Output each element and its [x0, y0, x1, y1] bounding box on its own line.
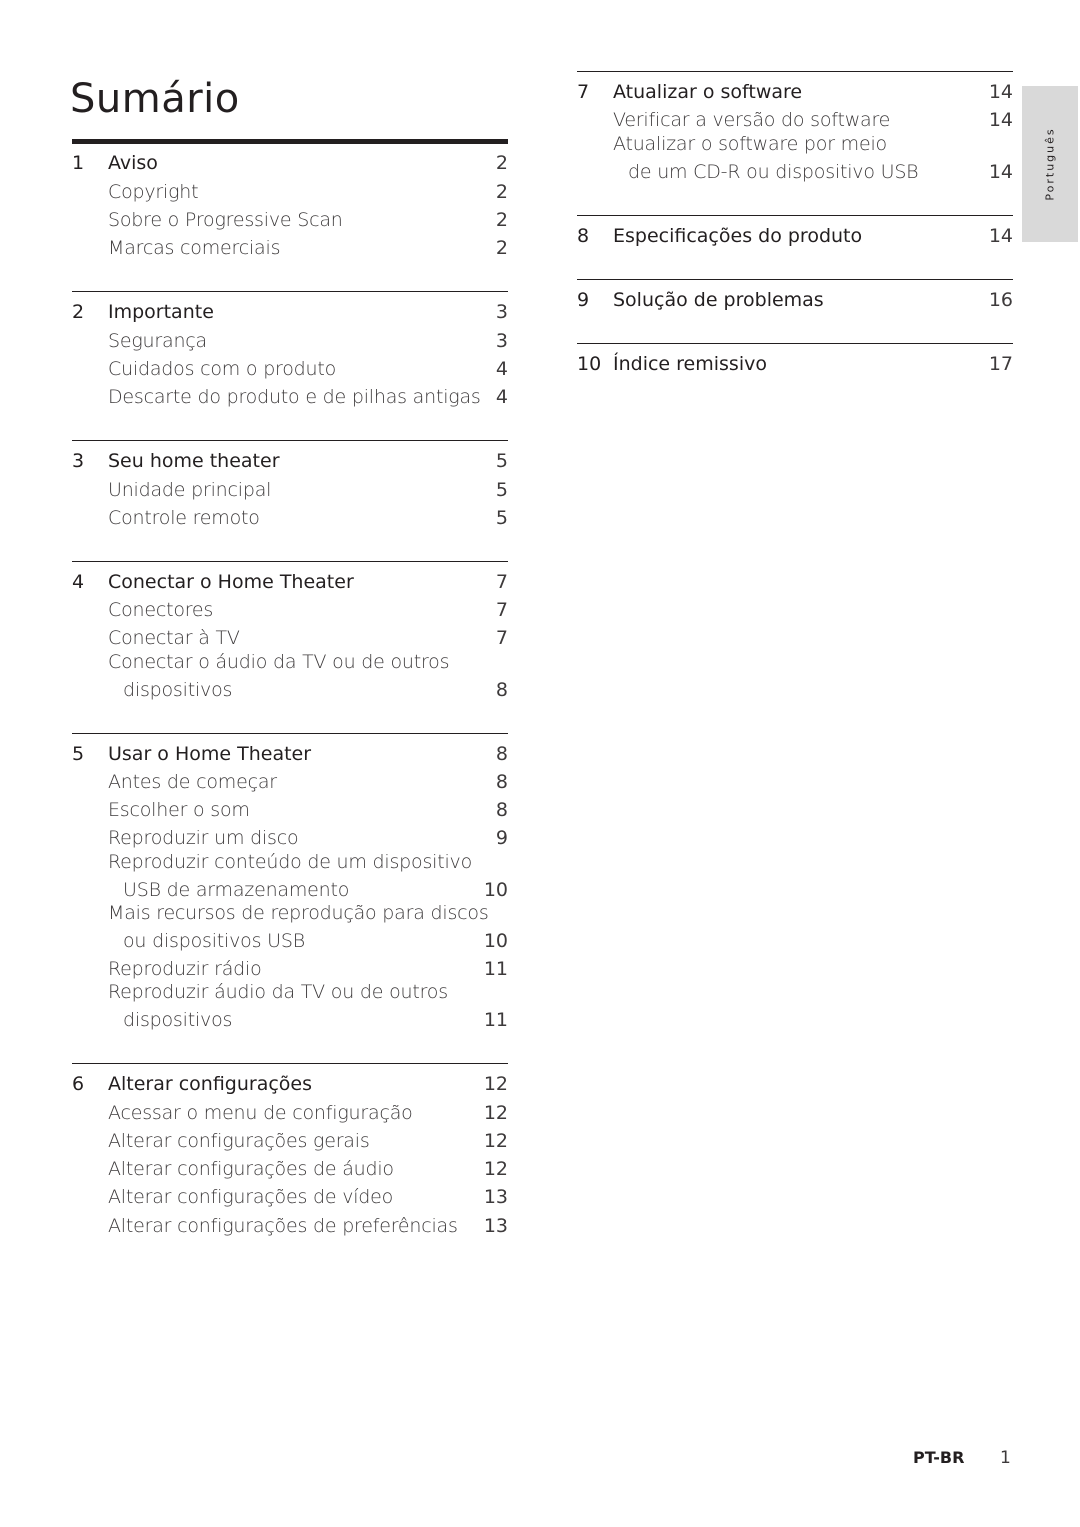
toc-entry[interactable]: [72, 237, 508, 263]
page-ref: 8: [495, 771, 508, 793]
entry-title-continuation: dispositivos: [123, 679, 233, 701]
toc-entry[interactable]: [72, 479, 508, 505]
entry-title: Controle remoto: [108, 507, 260, 529]
toc-section-heading[interactable]: [577, 353, 1013, 379]
page-ref: 2: [495, 152, 508, 174]
toc-section-heading[interactable]: [72, 1073, 508, 1099]
page-ref: 12: [483, 1158, 508, 1180]
section-number: 10: [577, 353, 602, 375]
toc-entry[interactable]: [72, 507, 508, 533]
page-ref: 3: [495, 301, 508, 323]
toc-section-heading[interactable]: [577, 225, 1013, 251]
section-divider: [577, 71, 1013, 72]
page-ref: 16: [988, 289, 1013, 311]
page-ref: 13: [483, 1186, 508, 1208]
section-divider: [577, 215, 1013, 216]
toc-entry[interactable]: [72, 771, 508, 797]
toc-entry[interactable]: [72, 902, 508, 928]
entry-title: Sobre o Progressive Scan: [108, 209, 343, 231]
toc-section-heading[interactable]: [72, 743, 508, 769]
page-ref: 8: [495, 743, 508, 765]
language-tab: [1022, 86, 1078, 242]
toc-entry[interactable]: [72, 599, 508, 625]
language-label: Português: [1043, 127, 1057, 201]
entry-title: Segurança: [108, 330, 207, 352]
entry-title: Reproduzir áudio da TV ou de outros: [108, 981, 448, 1003]
entry-title: Mais recursos de reprodução para discos: [108, 902, 489, 924]
page-title: Sumário: [70, 76, 240, 122]
entry-title: Escolher o som: [108, 799, 250, 821]
page-ref: 12: [483, 1130, 508, 1152]
section-number: 8: [577, 225, 590, 247]
toc-entry[interactable]: [577, 133, 1013, 159]
toc-section-heading[interactable]: [577, 81, 1013, 107]
entry-title: Marcas comerciais: [108, 237, 281, 259]
section-number: 4: [72, 571, 85, 593]
locale-code: PT-BR: [913, 1448, 965, 1467]
toc-entry[interactable]: [72, 1102, 508, 1128]
page-ref: 7: [495, 571, 508, 593]
entry-title: Reproduzir um disco: [108, 827, 299, 849]
toc-entry[interactable]: [72, 386, 508, 412]
toc-entry[interactable]: [72, 1186, 508, 1212]
section-title: Importante: [108, 301, 214, 323]
page-ref: 9: [495, 827, 508, 849]
entry-title: Antes de começar: [108, 771, 277, 793]
entry-title-continuation: USB de armazenamento: [123, 879, 350, 901]
toc-entry[interactable]: [72, 358, 508, 384]
entry-title: Alterar configurações gerais: [108, 1130, 370, 1152]
entry-title: Conectores: [108, 599, 214, 621]
page-ref: 7: [495, 627, 508, 649]
entry-title: Alterar configurações de vídeo: [108, 1186, 394, 1208]
entry-title: Unidade principal: [108, 479, 272, 501]
section-title: Especificações do produto: [613, 225, 863, 247]
section-title: Índice remissivo: [613, 353, 767, 375]
section-divider: [72, 1063, 508, 1064]
page-ref: 12: [483, 1073, 508, 1095]
section-title: Aviso: [108, 152, 158, 174]
toc-entry[interactable]: [72, 1130, 508, 1156]
page-number: 1: [1000, 1448, 1011, 1468]
toc-entry[interactable]: [72, 1158, 508, 1184]
section-divider: [72, 733, 508, 734]
entry-title: Conectar à TV: [108, 627, 240, 649]
toc-entry[interactable]: [577, 109, 1013, 135]
section-divider: [72, 291, 508, 292]
page-ref: 11: [483, 1009, 508, 1031]
entry-title: Copyright: [108, 181, 199, 203]
toc-entry[interactable]: [72, 799, 508, 825]
page-ref: 4: [495, 358, 508, 380]
page-ref: 14: [988, 225, 1013, 247]
entry-title: Reproduzir conteúdo de um dispositivo: [108, 851, 473, 873]
title-divider: [72, 139, 508, 144]
page-ref: 12: [483, 1102, 508, 1124]
toc-entry-continuation[interactable]: [72, 930, 508, 956]
section-title: Usar o Home Theater: [108, 743, 312, 765]
entry-title-continuation: ou dispositivos USB: [123, 930, 305, 952]
toc-entry-continuation[interactable]: [72, 679, 508, 705]
toc-entry-continuation[interactable]: [577, 161, 1013, 187]
entry-title-continuation: de um CD-R ou dispositivo USB: [628, 161, 919, 183]
toc-entry[interactable]: [72, 330, 508, 356]
page-ref: 17: [988, 353, 1013, 375]
page-ref: 14: [988, 161, 1013, 183]
page-ref: 2: [495, 237, 508, 259]
page-ref: 11: [483, 958, 508, 980]
section-number: 7: [577, 81, 590, 103]
toc-entry[interactable]: [72, 651, 508, 677]
toc-section-heading[interactable]: [72, 152, 508, 178]
page-ref: 8: [495, 679, 508, 701]
toc-entry[interactable]: [72, 827, 508, 853]
section-divider: [72, 440, 508, 441]
page-ref: 10: [483, 930, 508, 952]
toc-entry[interactable]: [72, 181, 508, 207]
entry-title: Acessar o menu de configuração: [108, 1102, 413, 1124]
toc-entry[interactable]: [72, 627, 508, 653]
entry-title-continuation: dispositivos: [123, 1009, 233, 1031]
entry-title: Descarte do produto e de pilhas antigas: [108, 386, 481, 408]
toc-entry[interactable]: [72, 981, 508, 1007]
entry-title: Conectar o áudio da TV ou de outros: [108, 651, 450, 673]
page-ref: 5: [495, 479, 508, 501]
toc-section-heading[interactable]: [577, 289, 1013, 315]
page-ref: 5: [495, 450, 508, 472]
section-title: Conectar o Home Theater: [108, 571, 354, 593]
section-number: 6: [72, 1073, 85, 1095]
entry-title: Alterar configurações de preferências: [108, 1215, 458, 1237]
page-ref: 2: [495, 181, 508, 203]
entry-title: Cuidados com o produto: [108, 358, 337, 380]
page-ref: 7: [495, 599, 508, 621]
page-ref: 4: [495, 386, 508, 408]
section-number: 9: [577, 289, 590, 311]
page-ref: 3: [495, 330, 508, 352]
section-divider: [72, 561, 508, 562]
page-ref: 10: [483, 879, 508, 901]
page-ref: 14: [988, 109, 1013, 131]
page-ref: 14: [988, 81, 1013, 103]
entry-title: Reproduzir rádio: [108, 958, 262, 980]
toc-entry-continuation[interactable]: [72, 1009, 508, 1035]
section-title: Seu home theater: [108, 450, 280, 472]
section-number: 3: [72, 450, 85, 472]
section-divider: [577, 343, 1013, 344]
section-title: Solução de problemas: [613, 289, 824, 311]
toc-section-heading[interactable]: [72, 450, 508, 476]
page-ref: 8: [495, 799, 508, 821]
section-number: 1: [72, 152, 85, 174]
page-ref: 13: [483, 1215, 508, 1237]
toc-entry[interactable]: [72, 851, 508, 877]
section-title: Alterar configurações: [108, 1073, 313, 1095]
page-ref: 5: [495, 507, 508, 529]
toc-section-heading[interactable]: [72, 301, 508, 327]
toc-section-heading[interactable]: [72, 571, 508, 597]
entry-title: Alterar configurações de áudio: [108, 1158, 394, 1180]
section-divider: [577, 279, 1013, 280]
entry-title: Verificar a versão do software: [613, 109, 891, 131]
section-title: Atualizar o software: [613, 81, 803, 103]
toc-entry[interactable]: [72, 209, 508, 235]
section-number: 2: [72, 301, 85, 323]
section-number: 5: [72, 743, 85, 765]
page-ref: 2: [495, 209, 508, 231]
toc-entry[interactable]: [72, 1215, 508, 1241]
entry-title: Atualizar o software por meio: [613, 133, 887, 155]
